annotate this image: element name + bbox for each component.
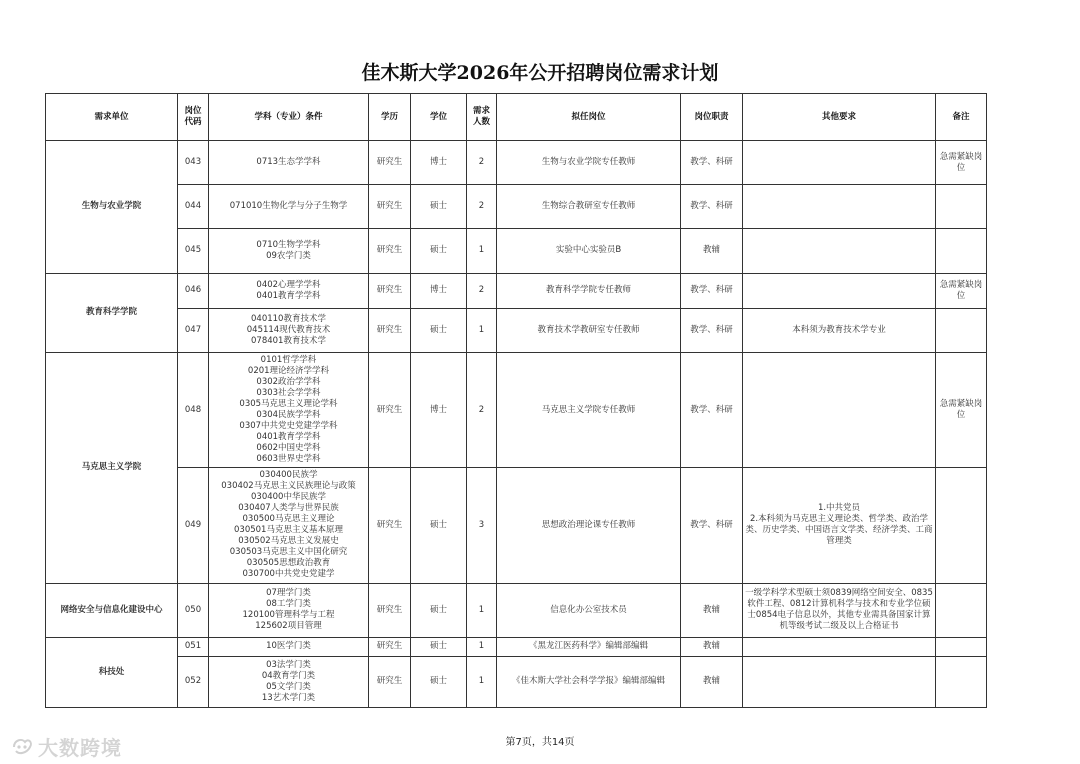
- post-code: 051: [178, 637, 209, 656]
- major-cell-line: 07理学门类: [266, 588, 311, 599]
- other-cell-line: 本科须为教育技术学专业: [792, 324, 886, 335]
- major-cell: [209, 637, 369, 656]
- header-major: 学科（专业）条件: [209, 94, 369, 141]
- degree-cell: 博士: [411, 352, 467, 467]
- major-cell-line: 09农学门类: [266, 250, 311, 261]
- major-cell-line: 030501马克思主义基本原理: [234, 525, 343, 536]
- major-cell-line: 030505思想政治教育: [246, 558, 331, 569]
- major-cell-line: 08工学门类: [266, 599, 311, 610]
- post-code: 052: [178, 656, 209, 707]
- count-cell: 1: [467, 583, 497, 637]
- other-cell: [743, 273, 936, 308]
- header-post: 拟任岗位: [497, 94, 681, 141]
- post-cell: 马克思主义学院专任教师: [497, 352, 681, 467]
- count-cell: 2: [467, 141, 497, 185]
- table-row: [46, 352, 987, 467]
- major-cell-line: 078401教育技术学: [251, 335, 326, 346]
- post-cell: 实验中心实验员B: [497, 229, 681, 273]
- major-cell-line: 040110教育技术学: [251, 313, 326, 324]
- count-cell: 1: [467, 308, 497, 352]
- duty-cell: 教辅: [681, 656, 743, 707]
- degree-cell: 硕士: [411, 583, 467, 637]
- edu-cell: 研究生: [369, 583, 411, 637]
- count-cell: 2: [467, 185, 497, 229]
- major-cell-line: 071010生物化学与分子生物学: [229, 201, 348, 212]
- major-cell: [209, 352, 369, 467]
- header-edu: 学历: [369, 94, 411, 141]
- major-cell-line: 0302政治学学科: [256, 377, 321, 387]
- note-cell: [936, 185, 987, 229]
- other-cell: [743, 583, 936, 637]
- post-code: 045: [178, 229, 209, 273]
- major-cell-line: 0713生态学学科: [256, 157, 321, 168]
- major-cell: [209, 273, 369, 308]
- post-code: 047: [178, 308, 209, 352]
- note-cell: [936, 583, 987, 637]
- major-cell-line: 030700中共党史党建学: [242, 569, 335, 580]
- recruitment-table: [45, 93, 987, 708]
- post-cell: 教育技术学教研室专任教师: [497, 308, 681, 352]
- major-cell-line: 030502马克思主义发展史: [238, 536, 339, 547]
- other-cell-line: 1.中共党员: [817, 503, 861, 514]
- post-code: 044: [178, 185, 209, 229]
- major-cell-line: 03法学门类: [266, 659, 311, 670]
- table-row: [46, 308, 987, 352]
- duty-cell: 教辅: [681, 583, 743, 637]
- major-cell-line: 0401教育学学科: [256, 290, 321, 301]
- count-cell: 3: [467, 468, 497, 583]
- degree-cell: 硕士: [411, 229, 467, 273]
- major-cell-line: 030400中华民族学: [251, 492, 326, 503]
- post-cell: 教育科学学院专任教师: [497, 273, 681, 308]
- post-code: 043: [178, 141, 209, 185]
- major-cell-line: 13艺术学门类: [261, 692, 316, 703]
- other-cell: [743, 141, 936, 185]
- post-code: 050: [178, 583, 209, 637]
- count-cell: 1: [467, 637, 497, 656]
- major-cell-line: 0201理论经济学学科: [247, 366, 330, 376]
- major-cell: [209, 185, 369, 229]
- other-cell-line: 一级学科学术型硕士须0839网络空间安全、0835软件工程、0812计算机科学与技术和专业学位硕士0854电子信息以外，其他专业需具备国家计算机等级考试二级及以上合格证书: [745, 588, 933, 632]
- count-cell: 2: [467, 273, 497, 308]
- header-count: 需求 人数: [467, 94, 497, 141]
- major-cell-line: 030402马克思主义民族理论与政策: [221, 481, 356, 492]
- count-cell: 2: [467, 352, 497, 467]
- major-cell: [209, 229, 369, 273]
- degree-cell: 硕士: [411, 637, 467, 656]
- duty-cell: 教学、科研: [681, 308, 743, 352]
- edu-cell: 研究生: [369, 468, 411, 583]
- header-other: 其他要求: [743, 94, 936, 141]
- degree-cell: 博士: [411, 141, 467, 185]
- note-cell: [936, 308, 987, 352]
- unit-cell-net: 网络安全与信息化建设中心: [46, 583, 178, 637]
- edu-cell: 研究生: [369, 273, 411, 308]
- unit-cell-edu: 教育科学学院: [46, 273, 178, 352]
- duty-cell: 教学、科研: [681, 468, 743, 583]
- major-cell-line: 125602项目管理: [255, 621, 322, 632]
- edu-cell: 研究生: [369, 656, 411, 707]
- note-cell: 急需紧缺岗位: [936, 273, 987, 308]
- post-cell: 《黑龙江医药科学》编辑部编辑: [497, 637, 681, 656]
- major-cell-line: 030400民族学: [259, 470, 318, 481]
- other-cell: [743, 656, 936, 707]
- major-cell-line: 0307中共党史党建学学科: [239, 421, 338, 431]
- major-cell-line: 0402心理学学科: [256, 279, 321, 290]
- unit-cell-bio: 生物与农业学院: [46, 141, 178, 273]
- major-cell: [209, 141, 369, 185]
- unit-cell-sci: 科技处: [46, 637, 178, 707]
- major-cell: [209, 656, 369, 707]
- major-cell: [209, 583, 369, 637]
- post-code: 048: [178, 352, 209, 467]
- post-code: 046: [178, 273, 209, 308]
- post-cell: 《佳木斯大学社会科学学报》编辑部编辑: [497, 656, 681, 707]
- document-title: 佳木斯大学2026年公开招聘岗位需求计划: [361, 62, 719, 84]
- watermark-logo-icon: [10, 736, 34, 758]
- table-row: [46, 583, 987, 637]
- major-cell-line: 0401教育学学科: [256, 432, 321, 442]
- major-cell-line: 030407人类学与世界民族: [238, 503, 339, 514]
- edu-cell: 研究生: [369, 308, 411, 352]
- table-row: [46, 273, 987, 308]
- major-cell-line: 045114现代教育技术: [246, 324, 331, 335]
- major-cell-line: 030500马克思主义理论: [242, 514, 335, 525]
- table-row: [46, 637, 987, 656]
- table-row: [46, 185, 987, 229]
- table-row: [46, 468, 987, 583]
- major-cell-line: 0603世界史学科: [256, 454, 321, 464]
- header-row: [46, 94, 987, 141]
- post-code: 049: [178, 468, 209, 583]
- unit-cell-marx: 马克思主义学院: [46, 352, 178, 583]
- other-cell: [743, 637, 936, 656]
- header-unit: 需求单位: [46, 94, 178, 141]
- degree-cell: 硕士: [411, 468, 467, 583]
- duty-cell: 教学、科研: [681, 273, 743, 308]
- major-cell-line: 0303社会学学科: [256, 388, 321, 398]
- duty-cell: 教学、科研: [681, 352, 743, 467]
- table-row: [46, 656, 987, 707]
- note-cell: [936, 229, 987, 273]
- other-cell: [743, 229, 936, 273]
- major-cell-line: 0101哲学学科: [260, 355, 317, 365]
- major-cell-line: 030503马克思主义中国化研究: [229, 547, 348, 558]
- count-cell: 1: [467, 656, 497, 707]
- count-cell: 1: [467, 229, 497, 273]
- post-cell: 生物与农业学院专任教师: [497, 141, 681, 185]
- other-cell-line: 2.本科须为马克思主义理论类、哲学类、政治学类、历史学类、中国语言文学类、经济学类、工商管理类: [745, 514, 933, 547]
- post-cell: 信息化办公室技术员: [497, 583, 681, 637]
- major-cell-line: 0304民族学学科: [256, 410, 321, 420]
- page-footer: 第7页，共14页: [505, 737, 575, 748]
- major-cell: [209, 468, 369, 583]
- duty-cell: 教学、科研: [681, 185, 743, 229]
- other-cell: [743, 352, 936, 467]
- watermark: [10, 732, 122, 761]
- header-duty: 岗位职责: [681, 94, 743, 141]
- note-cell: [936, 637, 987, 656]
- major-cell-line: 10医学门类: [266, 641, 311, 652]
- other-cell: [743, 308, 936, 352]
- edu-cell: 研究生: [369, 352, 411, 467]
- other-cell: [743, 468, 936, 583]
- degree-cell: 博士: [411, 273, 467, 308]
- edu-cell: 研究生: [369, 229, 411, 273]
- duty-cell: 教学、科研: [681, 141, 743, 185]
- major-cell: [209, 308, 369, 352]
- degree-cell: 硕士: [411, 656, 467, 707]
- table-row: [46, 229, 987, 273]
- other-cell: [743, 185, 936, 229]
- major-cell-line: 05文学门类: [266, 681, 311, 692]
- note-cell: [936, 656, 987, 707]
- table-row: [46, 141, 987, 185]
- post-cell: 思想政治理论课专任教师: [497, 468, 681, 583]
- degree-cell: 硕士: [411, 308, 467, 352]
- major-cell-line: 0602中国史学科: [256, 443, 321, 453]
- edu-cell: 研究生: [369, 141, 411, 185]
- edu-cell: 研究生: [369, 185, 411, 229]
- edu-cell: 研究生: [369, 637, 411, 656]
- note-cell: 急需紧缺岗位: [936, 352, 987, 467]
- header-code: 岗位 代码: [178, 94, 209, 141]
- note-cell: [936, 468, 987, 583]
- major-cell-line: 04教育学门类: [261, 670, 316, 681]
- degree-cell: 硕士: [411, 185, 467, 229]
- major-cell-line: 0305马克思主义理论学科: [239, 399, 338, 409]
- header-note: 备注: [936, 94, 987, 141]
- major-cell-line: 0710生物学学科: [256, 239, 321, 250]
- note-cell: 急需紧缺岗位: [936, 141, 987, 185]
- watermark-text: 大数跨境: [38, 736, 122, 760]
- duty-cell: 教辅: [681, 229, 743, 273]
- duty-cell: 教辅: [681, 637, 743, 656]
- major-cell-line: 120100管理科学与工程: [242, 610, 335, 621]
- header-degree: 学位: [411, 94, 467, 141]
- post-cell: 生物综合教研室专任教师: [497, 185, 681, 229]
